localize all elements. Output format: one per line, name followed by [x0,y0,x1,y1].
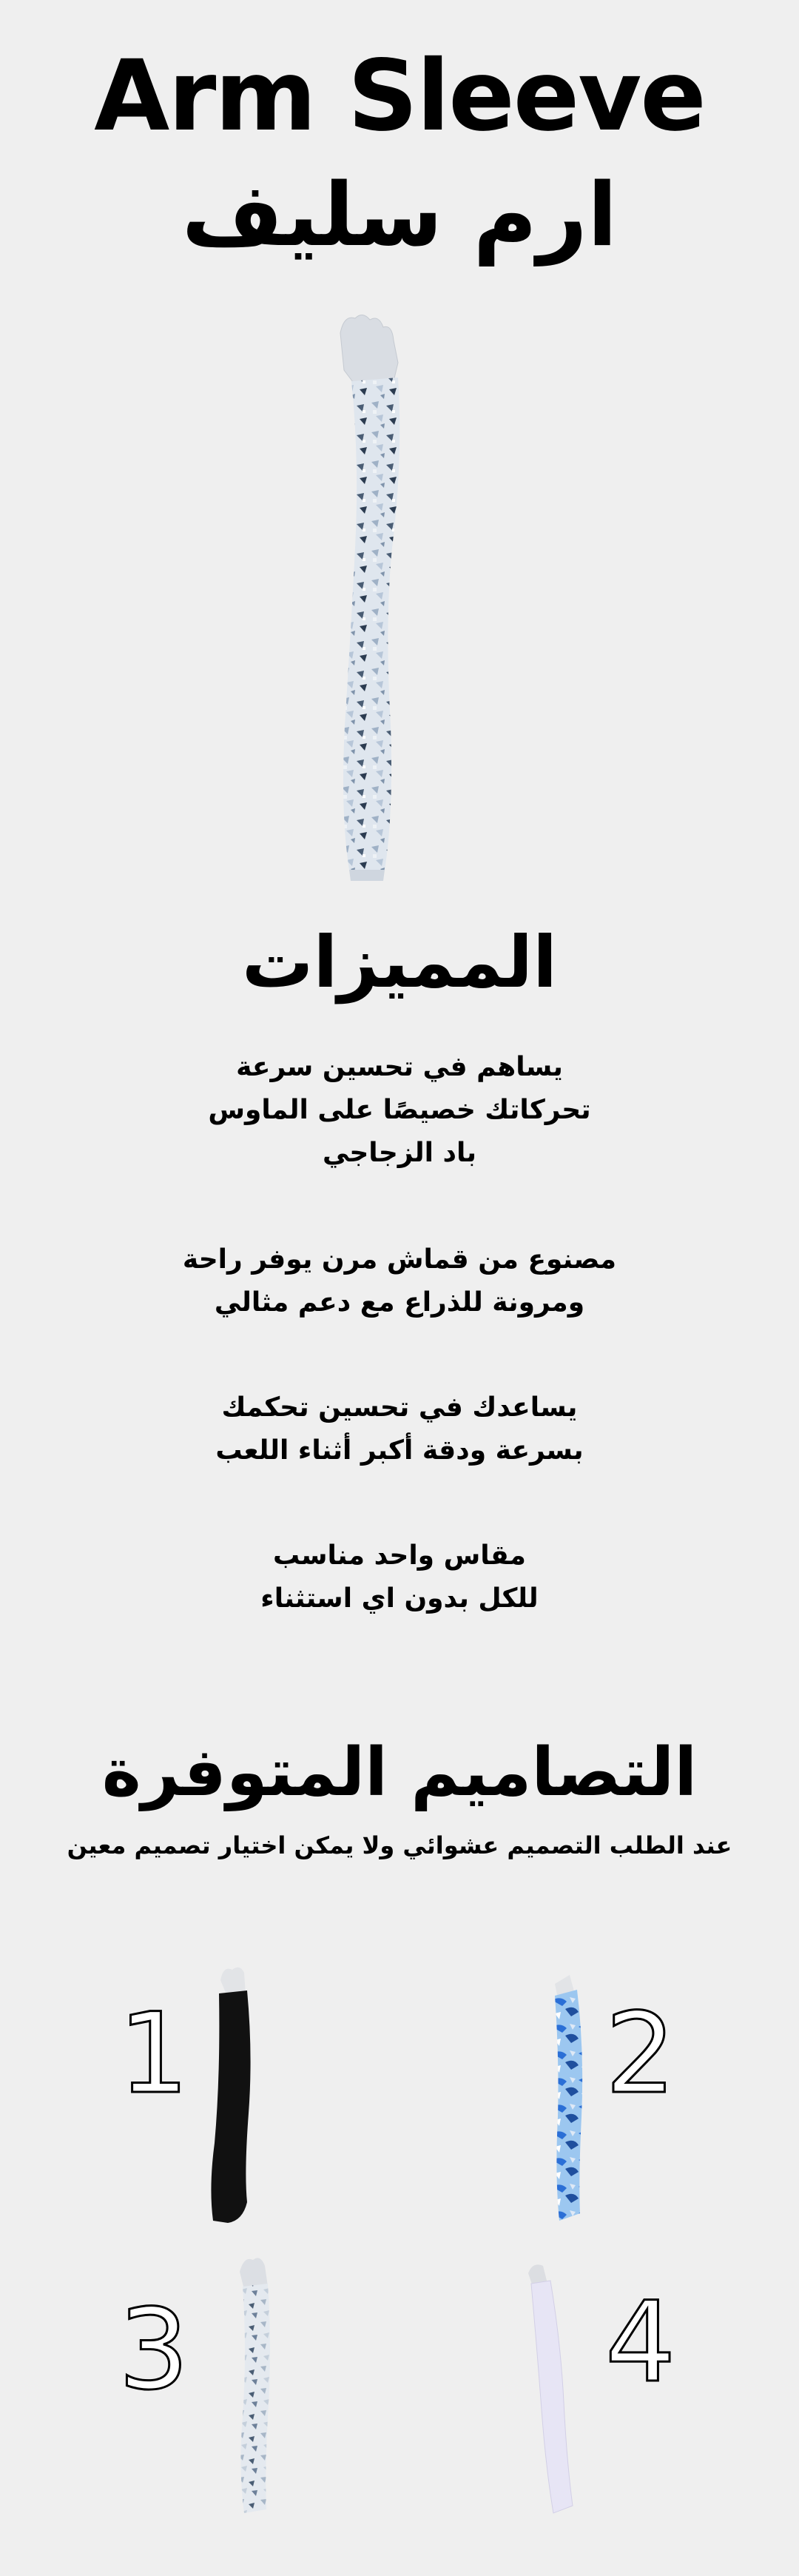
feature-item-2 [104,1238,695,1324]
design-2-sleeve-image [525,1969,614,2235]
design-number-1: 1 [118,1990,189,2119]
designs-heading: التصاميم المتوفرة [101,1734,698,1811]
feature-2-line-1: مصنوع من قماش مرن يوفر راحة [182,1244,617,1275]
feature-3-line-1: يساعدك في تحسين تحكمك [221,1392,578,1423]
design-number-4: 4 [605,2278,676,2407]
feature-1-line-1: يساهم في تحسين سرعة [236,1052,563,1082]
design-3-sleeve-image [215,2254,303,2520]
design-1-sleeve-image [198,1965,287,2232]
features-heading: المميزات [242,921,557,1004]
feature-4-line-1: مقاس واحد مناسب [273,1540,526,1571]
designs-note: عند الطلب التصميم عشوائي ولا يمكن اختيار تصميم معين [67,1831,732,1859]
hero-sleeve-image [311,311,459,888]
feature-item-3 [104,1386,695,1472]
page-title-english: Arm Sleeve [94,39,705,153]
design-number-2: 2 [605,1990,676,2119]
feature-4-line-2: للكل بدون اي استثناء [260,1583,539,1614]
feature-2-line-2: ومرونة للذراع مع دعم مثالي [214,1287,585,1318]
page-title-arabic: ارم سليف [181,164,618,266]
design-4-sleeve-image [518,2261,607,2528]
feature-1-line-3: باد الزجاجي [322,1138,477,1168]
feature-item-4 [104,1534,695,1620]
feature-3-line-2: بسرعة ودقة أكبر أثناء اللعب [215,1435,584,1466]
feature-1-line-2: تحركاتك خصيصًا على الماوس [208,1095,591,1125]
feature-item-1 [104,1046,695,1175]
design-number-3: 3 [118,2286,189,2415]
